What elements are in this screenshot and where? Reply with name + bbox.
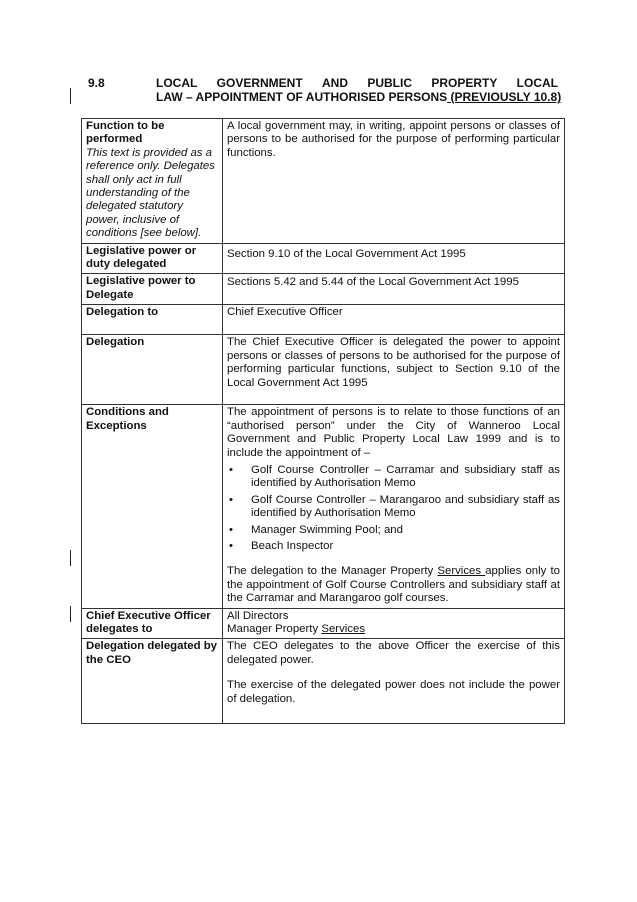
row-label: Function to be performed <box>86 120 165 146</box>
heading-line-1 <box>156 76 558 90</box>
list-item: • Golf Course Controller – Marangaroo and subsidiary staff as identified by Authorisation Memo <box>227 494 560 521</box>
row-label: Delegation <box>86 336 145 349</box>
conditions-closing <box>227 565 560 605</box>
row-label-cell <box>82 335 223 405</box>
row-label-cell <box>82 305 223 335</box>
row-label-cell <box>82 405 223 608</box>
row-label-cell <box>82 608 223 639</box>
row-value-cell <box>223 119 565 244</box>
revision-bar-conditions <box>70 550 71 566</box>
heading-word: GOVERNMENT <box>216 76 303 90</box>
row-value-cell <box>223 405 565 608</box>
table-row-legislative-power <box>82 243 565 274</box>
closing-text-rest: applies only to the appointment of Golf Course Controllers and subsidiary staff at the Carramar and Marangaroo golf courses. <box>227 565 560 605</box>
delegated-by-ceo-para-1: The CEO delegates to the above Officer the exercise of this delegated power. <box>227 640 560 666</box>
heading-word: LOCAL <box>156 76 198 90</box>
row-value-cell <box>223 608 565 639</box>
delegated-by-ceo-para-2: The exercise of the delegated power does not include the power of delegation. <box>227 679 560 705</box>
heading-previous-ref: (PREVIOUSLY 10.8) <box>447 90 562 104</box>
table-row-ceo-delegates-to <box>82 608 565 639</box>
row-label-cell <box>82 243 223 274</box>
section-number: 9.8 <box>88 76 105 90</box>
row-label: Delegation delegated by the CEO <box>86 640 218 666</box>
legislative-power-text: Section 9.10 of the Local Government Act 1995 <box>227 247 466 260</box>
delegation-table <box>81 118 565 724</box>
table-row-function <box>82 119 565 244</box>
row-label: Legislative power or duty delegated <box>86 244 197 271</box>
list-item: • Manager Swimming Pool; and <box>227 524 560 537</box>
delegate-manager-property <box>227 623 560 636</box>
heading-word: PUBLIC <box>367 76 412 90</box>
row-label: Chief Executive Officer delegates to <box>86 609 211 635</box>
table-row-delegation <box>82 335 565 405</box>
table-row-delegated-by-ceo <box>82 639 565 724</box>
services-link-text: Services <box>437 565 486 578</box>
power-to-delegate-text: Sections 5.42 and 5.44 of the Local Government Act 1995 <box>227 276 519 289</box>
row-value-cell <box>223 639 565 724</box>
row-label: Legislative power to Delegate <box>86 275 196 301</box>
list-item: • Golf Course Controller – Carramar and subsidiary staff as identified by Authorisation Memo <box>227 464 560 491</box>
heading-title: LAW – APPOINTMENT OF AUTHORISED PERSONS <box>156 90 448 104</box>
conditions-intro: The appointment of persons is to relate to those functions of an “authorised person” under the City of Wanneroo Local Government and Public Property Local Law 1999 and is to include the appointment of – <box>227 406 560 459</box>
heading-word: LOCAL <box>516 76 558 90</box>
services-link-text: Services <box>321 622 366 635</box>
authorised-persons-list <box>227 464 560 553</box>
heading-line-2 <box>156 90 561 104</box>
row-label: Conditions and Exceptions <box>86 406 169 432</box>
delegate-manager-text: Manager Property <box>227 622 322 635</box>
function-text: A local government may, in writing, appoint persons or classes of persons to be authorised for the purpose of performing particular functions. <box>227 120 560 159</box>
delegate-all-directors: All Directors <box>227 609 289 622</box>
row-value-cell <box>223 243 565 274</box>
row-label: Delegation to <box>86 306 159 319</box>
row-value-cell <box>223 274 565 305</box>
closing-text: The delegation to the Manager Property <box>227 565 438 578</box>
row-value-cell <box>223 335 565 405</box>
reference-note: This text is provided as a reference only. Delegates shall only act in full understanding of the delegated statutory power, inclusive of conditions [see below]. <box>86 146 215 240</box>
revision-bar-ceo-delegates <box>70 606 71 622</box>
heading-word: AND <box>322 76 348 90</box>
row-value-cell <box>223 305 565 335</box>
table-row-conditions <box>82 405 565 608</box>
delegation-text: The Chief Executive Officer is delegated the power to appoint persons or classes of persons to be authorised for the purpose of performing particular functions, subject to Section 9.10 of the Local Government Act 1995 <box>227 336 560 389</box>
revision-bar-heading <box>70 88 71 104</box>
list-item: • Beach Inspector <box>227 540 560 553</box>
heading-word: PROPERTY <box>431 76 498 90</box>
table-row-delegation-to <box>82 305 565 335</box>
table-row-power-to-delegate <box>82 274 565 305</box>
delegation-to-text: Chief Executive Officer <box>227 306 343 319</box>
row-label-cell <box>82 639 223 724</box>
row-label-cell <box>82 119 223 244</box>
row-label-cell <box>82 274 223 305</box>
